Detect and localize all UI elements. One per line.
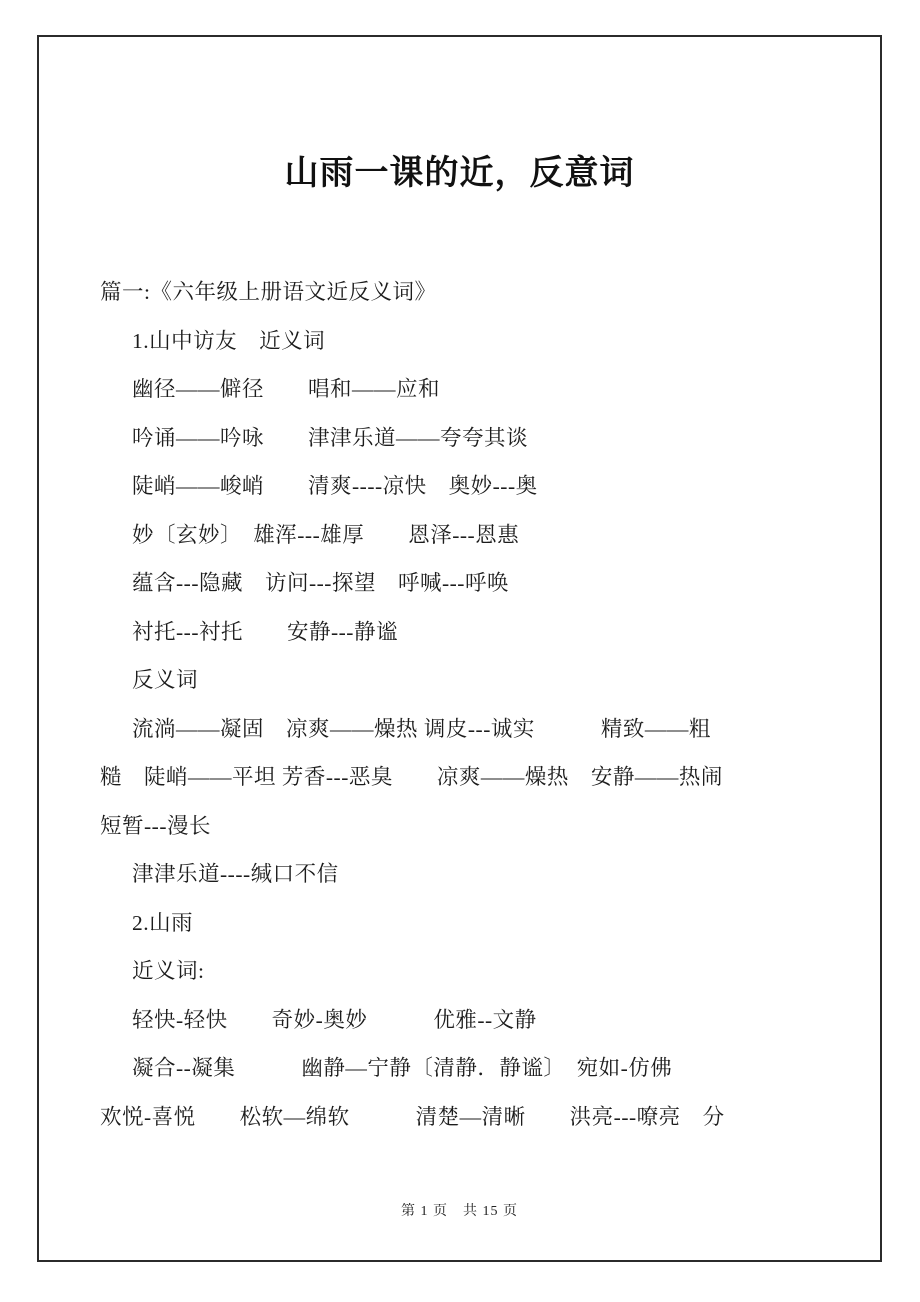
text-line: 糙 陡峭——平坦 芳香---恶臭 凉爽——燥热 安静——热闹 <box>100 765 723 789</box>
text-line: 凝合--凝集 幽静—宁静〔清静．静谧〕 宛如-仿佛 <box>132 1056 673 1080</box>
text-line: 陡峭——峻峭 清爽----凉快 奥妙---奥 <box>132 474 538 498</box>
text-line: 2.山雨 <box>132 910 194 935</box>
page-footer <box>39 1200 880 1220</box>
text-line: 篇一:《六年级上册语文近反义词》 <box>100 280 437 304</box>
page-border-frame <box>37 35 882 1262</box>
text-line: 妙〔玄妙〕 雄浑---雄厚 恩泽---恩惠 <box>132 522 520 547</box>
text-line: 短暂---漫长 <box>100 813 211 838</box>
text-line: 反义词 <box>132 668 199 692</box>
text-line: 流淌——凝固 凉爽——燥热 调皮---诚实 精致——粗 <box>132 716 711 741</box>
text-line: 近义词: <box>132 959 205 983</box>
text-line: 幽径——僻径 唱和——应和 <box>132 377 441 401</box>
document-title: 山雨一课的近，反意词 <box>284 155 635 192</box>
text-line: 1.山中访友 近义词 <box>132 328 326 353</box>
document-body <box>100 268 845 1141</box>
text-line: 蕴含---隐藏 访问---探望 呼喊---呼唤 <box>132 571 509 595</box>
text-line: 欢悦-喜悦 松软—绵软 清楚—清晰 洪亮---嘹亮 分 <box>100 1104 725 1129</box>
page-number-label: 第 1 页 共 15 页 <box>401 1204 518 1219</box>
text-line: 津津乐道----缄口不信 <box>132 862 339 886</box>
text-line: 轻快-轻快 奇妙-奥妙 优雅--文静 <box>132 1007 537 1032</box>
text-line: 衬托---衬托 安静---静谧 <box>132 619 398 644</box>
text-line: 吟诵——吟咏 津津乐道——夸夸其谈 <box>132 425 529 450</box>
